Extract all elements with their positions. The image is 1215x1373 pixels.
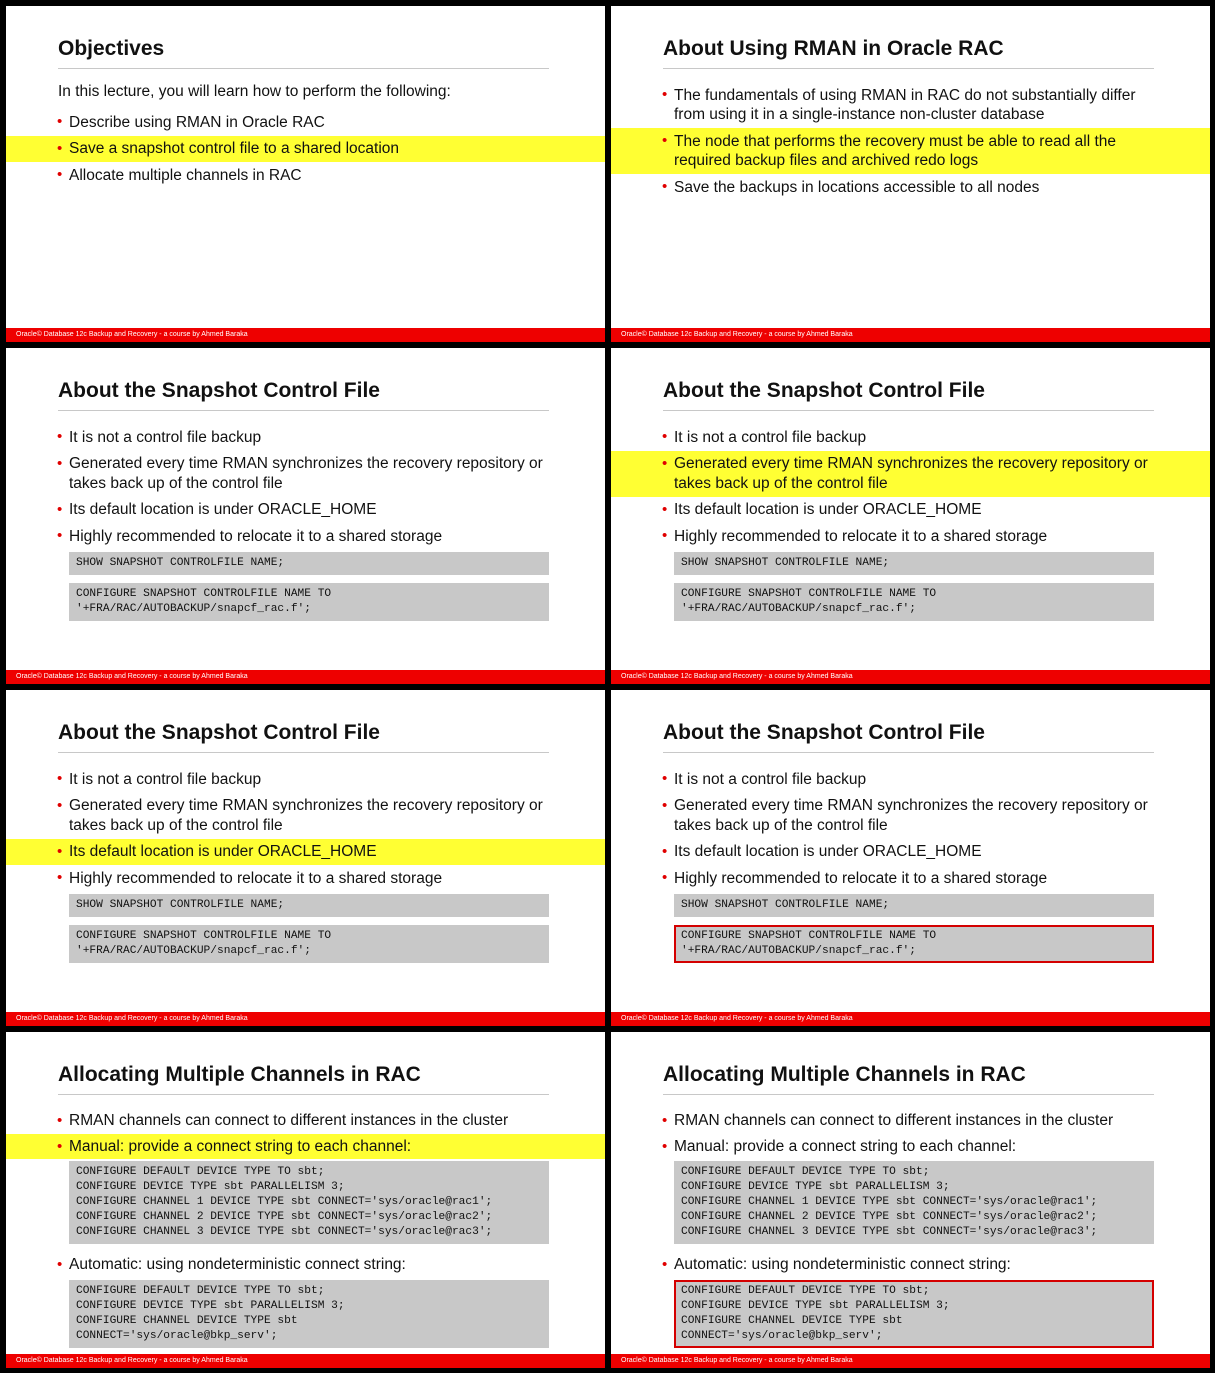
code-block: CONFIGURE DEFAULT DEVICE TYPE TO sbt; CONFIGURE DEVICE TYPE sbt PARALLELISM 3; CONFIGURE CHANNEL DEVICE TYPE sbt CONNECT='sys/oracle@bkp_serv'; (69, 1280, 549, 1348)
bullet-text: Save the backups in locations accessible to all nodes (674, 178, 1040, 196)
slide-body (6, 1108, 605, 1356)
slide-footer: Oracle© Database 12c Backup and Recovery - a course by Ahmed Baraka (611, 670, 1210, 684)
bullet-dot-icon: • (57, 770, 63, 787)
bullet-item (611, 82, 1210, 128)
bullet-text: Generated every time RMAN synchronizes the recovery repository or takes back up of the control file (674, 455, 1148, 492)
bullet-dot-icon: • (57, 1256, 63, 1273)
bullet-item (611, 766, 1210, 793)
bullet-item (611, 1252, 1210, 1278)
bullet-dot-icon: • (662, 869, 668, 886)
bullet-item (6, 162, 605, 189)
code-block: SHOW SNAPSHOT CONTROLFILE NAME; (69, 894, 549, 917)
slide-body (6, 82, 605, 189)
slide-title: About the Snapshot Control File (663, 720, 1154, 753)
code-block: SHOW SNAPSHOT CONTROLFILE NAME; (674, 552, 1154, 575)
bullet-item (6, 766, 605, 793)
bullet-text: Generated every time RMAN synchronizes the recovery repository or takes back up of the control file (69, 797, 543, 834)
bullet-dot-icon: • (662, 796, 668, 814)
bullet-dot-icon: • (57, 166, 63, 183)
bullet-text: Highly recommended to relocate it to a shared storage (69, 527, 443, 545)
code-block: CONFIGURE DEFAULT DEVICE TYPE TO sbt; CONFIGURE DEVICE TYPE sbt PARALLELISM 3; CONFIGURE CHANNEL 1 DEVICE TYPE sbt CONNECT='sys/oracle@rac1'; CONFIGURE CHANNEL 2 DEVICE TYPE sbt CONNECT='sys/oracle@rac2'; CONFIGURE CHANNEL 3 DEVICE TYPE sbt CONNECT='sys/oracle@rac3'; (674, 1161, 1154, 1244)
highlighted-bullet-item (6, 1134, 605, 1160)
slide (611, 348, 1210, 684)
bullet-item (6, 497, 605, 524)
bullet-text: Generated every time RMAN synchronizes the recovery repository or takes back up of the control file (674, 797, 1148, 834)
bullet-item (6, 865, 605, 892)
bullet-dot-icon: • (662, 1256, 668, 1273)
code-block: SHOW SNAPSHOT CONTROLFILE NAME; (69, 552, 549, 575)
bullet-dot-icon: • (662, 527, 668, 544)
slide-footer: Oracle© Database 12c Backup and Recovery - a course by Ahmed Baraka (6, 1012, 605, 1026)
slide-body (6, 766, 605, 971)
bullet-text: RMAN channels can connect to different instances in the cluster (69, 1112, 509, 1129)
bullet-item (611, 523, 1210, 550)
slide-body (611, 82, 1210, 201)
bullet-dot-icon: • (57, 1137, 63, 1155)
code-block: SHOW SNAPSHOT CONTROLFILE NAME; (674, 894, 1154, 917)
bullet-item (6, 793, 605, 839)
slide-footer: Oracle© Database 12c Backup and Recovery - a course by Ahmed Baraka (611, 1354, 1210, 1368)
bullet-text: It is not a control file backup (674, 428, 867, 446)
bullet-text: Allocate multiple channels in RAC (69, 166, 302, 184)
bullet-dot-icon: • (57, 500, 63, 518)
slide-body (611, 766, 1210, 971)
bullet-dot-icon: • (662, 428, 668, 445)
slide (611, 6, 1210, 342)
bullet-dot-icon: • (57, 139, 63, 157)
bullet-dot-icon: • (662, 842, 668, 860)
bullet-text: It is not a control file backup (69, 770, 262, 788)
bullet-text: Automatic: using nondeterministic connect string: (69, 1256, 406, 1273)
code-block: CONFIGURE DEFAULT DEVICE TYPE TO sbt; CONFIGURE DEVICE TYPE sbt PARALLELISM 3; CONFIGURE CHANNEL 1 DEVICE TYPE sbt CONNECT='sys/oracle@rac1'; CONFIGURE CHANNEL 2 DEVICE TYPE sbt CONNECT='sys/oracle@rac2'; CONFIGURE CHANNEL 3 DEVICE TYPE sbt CONNECT='sys/oracle@rac3'; (69, 1161, 549, 1244)
bullet-item (6, 523, 605, 550)
slide-title: Allocating Multiple Channels in RAC (58, 1062, 549, 1095)
bullet-dot-icon: • (57, 842, 63, 860)
bullet-dot-icon: • (662, 454, 668, 472)
slide (611, 1032, 1210, 1368)
slide (6, 1032, 605, 1368)
code-block: CONFIGURE SNAPSHOT CONTROLFILE NAME TO '+FRA/RAC/AUTOBACKUP/snapcf_rac.f'; (69, 583, 549, 621)
bullet-text: Its default location is under ORACLE_HOME (69, 501, 377, 518)
bullet-text: Generated every time RMAN synchronizes the recovery repository or takes back up of the control file (69, 455, 543, 492)
bullet-text: Describe using RMAN in Oracle RAC (69, 113, 325, 131)
code-block: CONFIGURE SNAPSHOT CONTROLFILE NAME TO '+FRA/RAC/AUTOBACKUP/snapcf_rac.f'; (69, 925, 549, 963)
bullet-dot-icon: • (57, 113, 63, 130)
bullet-dot-icon: • (662, 1137, 668, 1155)
bullet-item (611, 865, 1210, 892)
slide-title: About Using RMAN in Oracle RAC (663, 36, 1154, 69)
bullet-text: Save a snapshot control file to a shared location (69, 140, 400, 157)
bullet-item (6, 1252, 605, 1278)
slide-footer: Oracle© Database 12c Backup and Recovery - a course by Ahmed Baraka (611, 328, 1210, 342)
slide (6, 690, 605, 1026)
bullet-item (611, 839, 1210, 866)
highlighted-bullet-item (6, 839, 605, 866)
bullet-text: The node that performs the recovery must be able to read all the required backup files and archived redo logs (674, 132, 1116, 169)
slide-body (611, 424, 1210, 629)
bullet-text: Its default location is under ORACLE_HOME (674, 843, 982, 860)
bullet-item (611, 793, 1210, 839)
bullet-text: It is not a control file backup (674, 770, 867, 788)
slide-footer: Oracle© Database 12c Backup and Recovery - a course by Ahmed Baraka (6, 1354, 605, 1368)
slide-body (6, 424, 605, 629)
bullet-item (6, 451, 605, 497)
bullet-item (611, 1134, 1210, 1160)
highlighted-code-block: CONFIGURE DEFAULT DEVICE TYPE TO sbt; CONFIGURE DEVICE TYPE sbt PARALLELISM 3; CONFIGURE CHANNEL DEVICE TYPE sbt CONNECT='sys/oracle@bkp_serv'; (674, 1280, 1154, 1348)
bullet-dot-icon: • (57, 796, 63, 814)
slide-footer: Oracle© Database 12c Backup and Recovery - a course by Ahmed Baraka (6, 670, 605, 684)
bullet-text: Highly recommended to relocate it to a shared storage (674, 527, 1048, 545)
slide-title: Objectives (58, 36, 549, 69)
bullet-text: It is not a control file backup (69, 428, 262, 446)
bullet-item (6, 109, 605, 136)
slide-title: About the Snapshot Control File (58, 378, 549, 411)
bullet-text: Manual: provide a connect string to each channel: (674, 1137, 1017, 1155)
bullet-text: Its default location is under ORACLE_HOME (674, 501, 982, 518)
bullet-dot-icon: • (662, 178, 668, 195)
slide (611, 690, 1210, 1026)
bullet-text: RMAN channels can connect to different instances in the cluster (674, 1112, 1114, 1129)
bullet-dot-icon: • (57, 454, 63, 472)
bullet-dot-icon: • (662, 770, 668, 787)
bullet-item (611, 497, 1210, 524)
slide-footer: Oracle© Database 12c Backup and Recovery - a course by Ahmed Baraka (6, 328, 605, 342)
bullet-dot-icon: • (662, 500, 668, 518)
slide-intro: In this lecture, you will learn how to perform the following: (58, 83, 451, 100)
bullet-dot-icon: • (57, 428, 63, 445)
slide-footer: Oracle© Database 12c Backup and Recovery - a course by Ahmed Baraka (611, 1012, 1210, 1026)
bullet-dot-icon: • (57, 527, 63, 544)
slide-title: Allocating Multiple Channels in RAC (663, 1062, 1154, 1095)
bullet-dot-icon: • (57, 869, 63, 886)
bullet-text: Highly recommended to relocate it to a shared storage (674, 869, 1048, 887)
bullet-dot-icon: • (57, 1112, 63, 1129)
bullet-item (6, 424, 605, 451)
slide (6, 6, 605, 342)
bullet-dot-icon: • (662, 1112, 668, 1129)
bullet-item (611, 424, 1210, 451)
bullet-item (6, 1108, 605, 1134)
bullet-dot-icon: • (662, 86, 668, 103)
bullet-text: Highly recommended to relocate it to a shared storage (69, 869, 443, 887)
bullet-text: Manual: provide a connect string to each channel: (69, 1137, 412, 1155)
bullet-item (611, 1108, 1210, 1134)
bullet-item (611, 174, 1210, 201)
highlighted-code-block: CONFIGURE SNAPSHOT CONTROLFILE NAME TO '+FRA/RAC/AUTOBACKUP/snapcf_rac.f'; (674, 925, 1154, 963)
highlighted-bullet-item (611, 128, 1210, 174)
bullet-text: Its default location is under ORACLE_HOME (69, 843, 377, 860)
slide-title: About the Snapshot Control File (58, 720, 549, 753)
slide (6, 348, 605, 684)
code-block: CONFIGURE SNAPSHOT CONTROLFILE NAME TO '+FRA/RAC/AUTOBACKUP/snapcf_rac.f'; (674, 583, 1154, 621)
highlighted-bullet-item (6, 136, 605, 163)
bullet-text: Automatic: using nondeterministic connect string: (674, 1256, 1011, 1273)
bullet-dot-icon: • (662, 132, 668, 149)
slide-body (611, 1108, 1210, 1356)
highlighted-bullet-item (611, 451, 1210, 497)
slide-title: About the Snapshot Control File (663, 378, 1154, 411)
bullet-text: The fundamentals of using RMAN in RAC do not substantially differ from using it in a single-instance non-cluster database (674, 86, 1136, 123)
